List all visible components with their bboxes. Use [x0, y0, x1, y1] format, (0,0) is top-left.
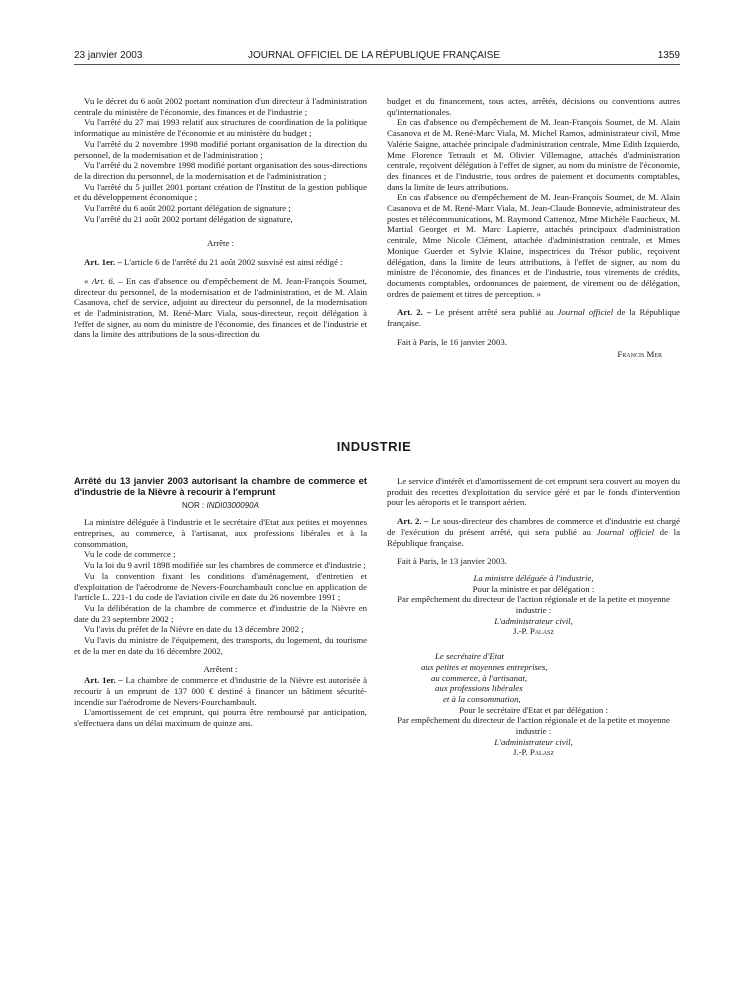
journal-officiel-ref: Journal officiel: [557, 307, 614, 318]
signatory-title: aux petites et moyennes entreprises,: [421, 661, 548, 672]
article-2-text: Le présent arrêté sera publié au: [435, 307, 558, 318]
delegation-line: Pour le secrétaire d'Etat et par délégation :: [459, 704, 608, 715]
quote-open: «: [84, 275, 92, 286]
article-2-text-end: de la République française.: [387, 307, 681, 329]
visa-paragraph: Vu l'avis du ministre de l'équipement, des transports, du logement, du tourisme et de la mer en date du 16 décembre 2002,: [74, 635, 367, 656]
signature-block-2: [387, 651, 680, 758]
arrete-title: Arrêté du 13 janvier 2003 autorisant la chambre de commerce et d'industrie de la Nièvre à recourir à l'emprunt: [74, 475, 367, 497]
visa-paragraph: Vu la convention fixant les conditions d'aménagement, d'entretien et d'exploitation de l'aérodrome de Nevers-Fourchambault conclue en application de l'article L. 221-1 du code de l'aviation civile en date du 26 novembre 1991 ;: [74, 570, 367, 603]
signatory-title: au commerce, à l'artisanat,: [431, 672, 528, 683]
fait-a-paris: Fait à Paris, le 16 janvier 2003.: [397, 336, 507, 347]
signatory-role: L'administrateur civil,: [494, 615, 573, 626]
delegation-line: Par empêchement du directeur de l'action régionale et de la petite et moyenne industrie :: [397, 715, 670, 737]
bottom-right-column: [387, 476, 680, 758]
visa-paragraph: Vu l'avis du préfet de la Nièvre en date du 13 décembre 2002 ;: [84, 624, 304, 635]
visa-paragraph: Vu le décret du 6 août 2002 portant nomination d'un directeur à l'administration centrale du ministère de l'économie, des finances et de l'industrie ;: [74, 96, 367, 117]
delegation-paragraph: En cas d'absence ou d'empêchement de M. Jean-François Soumet, de M. Alain Casanova et de M. René-Marc Viala, M. Michel Ramos, administrateur civil, Mme Valérie Saigne, attachée principale d'administration centrale, Mme Edith Izquierdo, Mme Florence Tetrault et M. Olivier Villemagne, attachés d'administration centrale, reçoivent délégation à l'effet de signer, au nom du ministre de l'économie, des finances et de l'industrie, tous ordres de paiement et documents comptables, dans la limite de leurs attributions.: [387, 117, 680, 192]
article-2-paragraph: [387, 307, 680, 328]
signatory-role: L'administrateur civil,: [494, 736, 573, 747]
article-1-paragraph: [74, 675, 367, 707]
article-1-text: L'article 6 de l'arrêté du 21 août 2002 susvisé est ainsi rédigé :: [124, 257, 343, 268]
article-6-text: – En cas d'absence ou d'empêchement de M. Jean-François Soumet, directeur du personnel, de la modernisation et de l'administration, et de M. Alain Casanova, chef de service, adjoint au directeur du personnel, de la modernisation et de l'administration, M. René-Marc Viala, sous-directeur, reçoit délégation à l'effet de signer, au nom du ministre de l'économie, des finances et de l'industrie et dans la limite des attributions de la sous-direction du: [74, 275, 367, 340]
article-2-text: Le sous-directeur des chambres de commerce et d'industrie est chargé de l'exécution du présent arrêté, qui sera publié au: [387, 516, 681, 537]
arretent-heading: Arrêtent :: [203, 664, 238, 675]
visa-paragraph: Vu l'arrêté du 27 mai 1993 relatif aux structures de coordination de la politique informatique au ministère de l'économie et au ministère du budget ;: [74, 117, 367, 139]
article-1-paragraph: [74, 257, 367, 268]
article-6-paragraph: [74, 276, 367, 340]
visa-paragraph: Vu l'arrêté du 21 août 2002 portant délégation de signature,: [84, 213, 293, 224]
visa-paragraph: Vu la loi du 9 avril 1898 modifiée sur les chambres de commerce et d'industrie ;: [84, 560, 366, 571]
fait-a-paris: Fait à Paris, le 13 janvier 2003.: [397, 556, 507, 567]
top-right-column: [387, 96, 680, 360]
service-paragraph: Le service d'intérêt et d'amortissement de cet emprunt sera couvert au moyen du produit des recettes d'exploitation du service géré et par le fonds d'intervention pour les aéroports et le transport aérien.: [387, 476, 680, 508]
header-page-number: 1359: [657, 50, 680, 61]
visa-paragraph: Vu le code de commerce ;: [84, 549, 176, 560]
article-2-text-end: de la République française.: [387, 526, 680, 548]
article-1-label: Art. 1er. –: [84, 257, 122, 268]
visa-paragraph: Vu l'arrêté du 2 novembre 1998 modifié portant organisation de la direction du personnel, de la modernisation et de l'administration ;: [74, 138, 367, 160]
preamble-paragraph: La ministre déléguée à l'industrie et le secrétaire d'Etat aux petites et moyennes entreprises, au commerce, à l'artisanat, aux professions libérales et à la consommation,: [74, 517, 367, 549]
article-2-paragraph: [387, 516, 680, 548]
signatory-title: et à la consommation,: [443, 693, 521, 704]
signatory-title: La ministre déléguée à l'industrie,: [473, 572, 594, 583]
article-1-label: Art. 1er. –: [84, 675, 123, 686]
visa-paragraph: Vu l'arrêté du 5 juillet 2001 portant création de l'Institut de la gestion publique et du développement économique ;: [74, 181, 367, 203]
signature-name: Francis Mer: [617, 349, 662, 360]
delegation-paragraph: En cas d'absence ou d'empêchement de M. Jean-François Soumet, de M. Alain Casanova et de M. René-Marc Viala, M. Jean-Claude Bonnevie, administrateur des postes et télécommunications, M. Raymond Cattenoz, Mme Michèle Faucheux, M. Martial Georget et M. Marc Lapierre, attachés principaux d'administration centrale, Mme Nicole Clément, attachée d'administration centrale, et Mmes Monique Guerder et Sylvie Klaine, inspectrices du Trésor public, reçoivent délégation, dans la limite de leurs attributions, à l'effet de signer, au nom du ministre de l'économie, des finances et de l'industrie, tous virements de crédits, documents comptables, ordonnances de paiement, de virement ou de délégation, ordres de paiement et titres de perception. »: [387, 192, 680, 299]
amortissement-paragraph: L'amortissement de cet emprunt, qui pourra être remboursé par anticipation, s'effectuera dans un délai maximum de quinze ans.: [74, 707, 367, 728]
bottom-left-column: [74, 476, 367, 729]
article-2-label: Art. 2. –: [397, 516, 429, 527]
signatory-name: J.-P. Palasz: [512, 747, 555, 758]
header-divider: [74, 64, 680, 65]
header-journal-title: JOURNAL OFFICIEL DE LA RÉPUBLIQUE FRANÇAISE: [247, 50, 501, 61]
article-2-label: Art. 2. –: [397, 307, 432, 318]
article-6-label: Art. 6.: [91, 275, 116, 286]
signatory-name: J.-P. Palasz: [512, 626, 555, 637]
delegation-line: Par empêchement du directeur de l'action régionale et de la petite et moyenne industrie :: [397, 594, 670, 616]
section-title: INDUSTRIE: [336, 439, 412, 454]
top-left-column: [74, 96, 367, 340]
nor-label: NOR :: [182, 500, 207, 510]
header-date: 23 janvier 2003: [74, 50, 143, 61]
visa-paragraph: Vu l'arrêté du 6 août 2002 portant délégation de signature ;: [84, 203, 291, 214]
article-1-text: La chambre de commerce et d'industrie de la Nièvre est autorisée à recourir à un emprunt de 137 000 € destiné à financer un bâtiment sécurité-incendie sur l'aérodrome de Nevers-Fourchambault.: [74, 675, 367, 707]
nor-reference: [74, 501, 367, 512]
continued-paragraph: budget et du financement, tous actes, arrêtés, décisions ou conventions autres qu'internationales.: [387, 96, 680, 117]
signature-block-1: [387, 573, 680, 637]
journal-officiel-ref: Journal officiel: [596, 526, 655, 537]
visa-paragraph: Vu la délibération de la chambre de commerce et d'industrie de la Nièvre en date du 23 septembre 2002 ;: [74, 602, 367, 624]
delegation-line: Pour la ministre et par délégation :: [472, 583, 595, 594]
nor-code: INDI0300090A: [206, 500, 259, 510]
signatory-title: Le secrétaire d'Etat: [435, 651, 504, 662]
arrete-heading: Arrête :: [206, 238, 235, 249]
visa-paragraph: Vu l'arrêté du 2 novembre 1998 modifié portant organisation des sous-directions de la direction du personnel, de la modernisation et de l'administration ;: [74, 160, 367, 181]
signatory-title: aux professions libérales: [435, 683, 523, 694]
